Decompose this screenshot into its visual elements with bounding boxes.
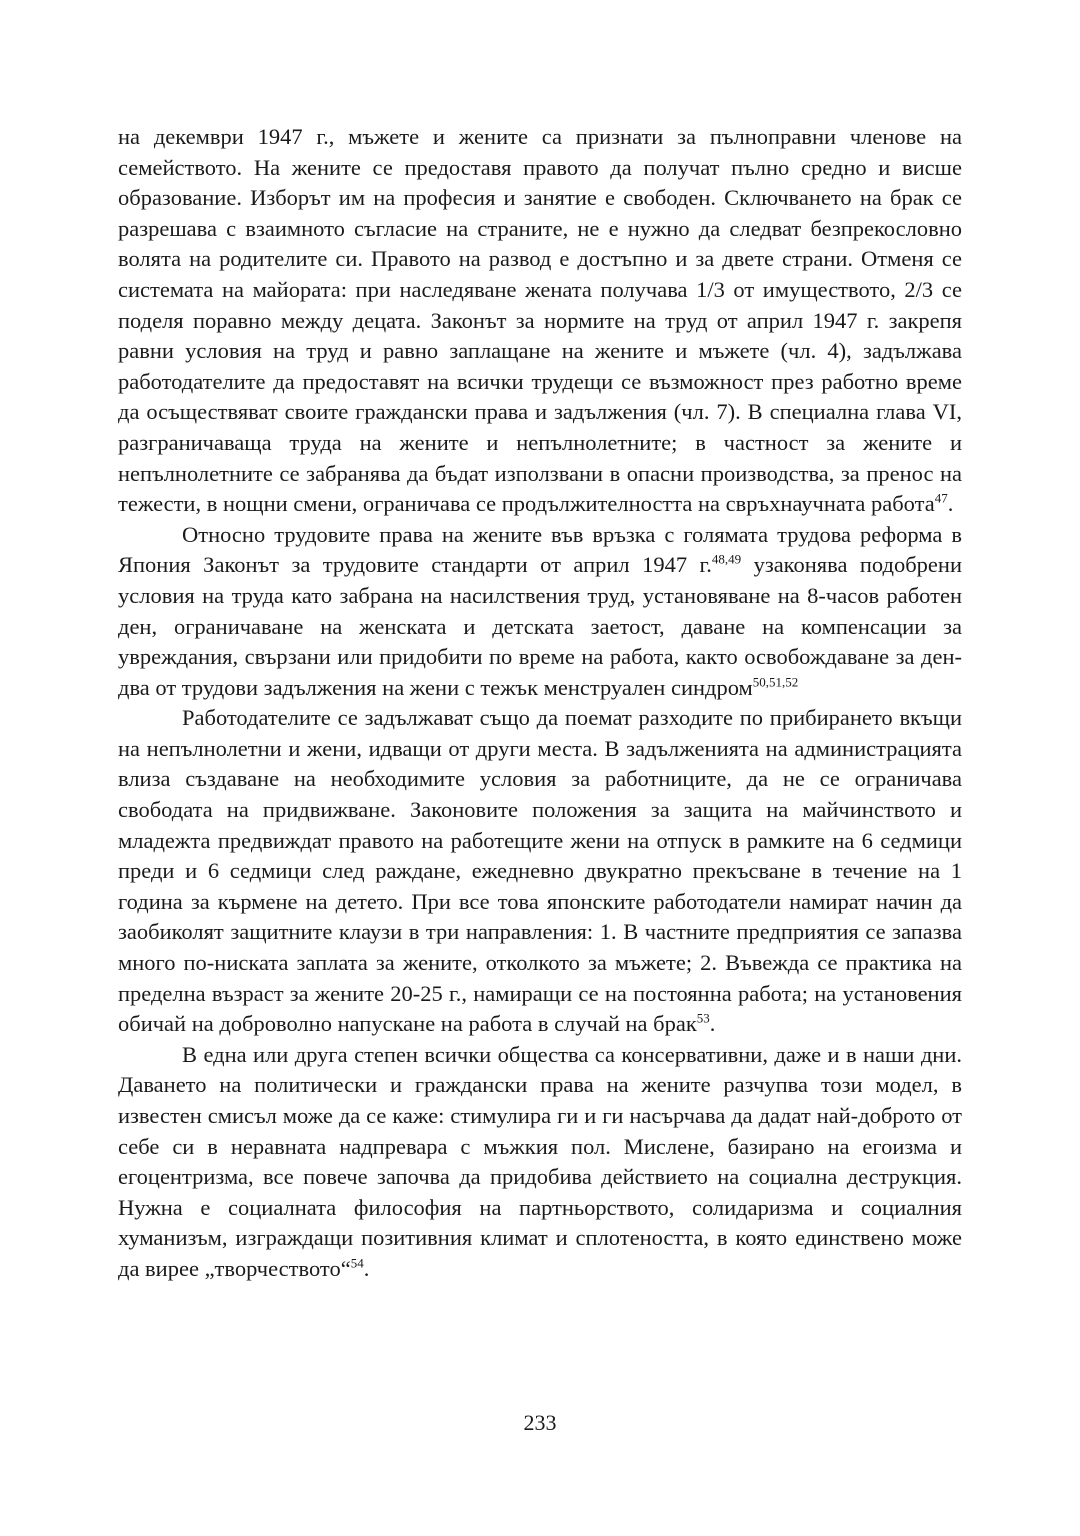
paragraph-3-end: . (709, 1011, 716, 1037)
paragraph-4-text: В една или друга степен всички общества са консервативни, даже и в наши дни. Даването на политически и граждански права на жените разчупва този модел, в известен смисъл може да се каже: стимулира ги и ги насърчава да дадат най-доброто от себе си в неравната надпревара с мъжкия пол. Мислене, базирано на егоизма и егоцентризма, все повече започва да придобива действието на социална деструкция. Нужна е социалната философия на партньорството, солидаризма и социалния хуманизъм, изграждащи позитивния климат и сплотеността, в която единствено може да вирее „творчеството“ (118, 1041, 962, 1281)
paragraph-1-text: на декември 1947 г., мъжете и жените са признати за пълноправни членове на семейството. На жените се предоставя правото да получат пълно средно и висше образование. Изборът им на професия и занятие е свободен. Сключването на брак се разрешава с взаимното съгласие на страните, не е нужно да следват безпрекословно волята на родителите си. Правото на развод е достъпно и за двете страни. Отменя се системата на майората: при наследяване жената получава 1/3 от имуществото, 2/3 се поделя поравно между децата. Законът за нормите на труд от април 1947 г. закрепя равни условия на труд и равно заплащане на жените и мъжете (чл. 4), задължава работодателите да предоставят на всички трудещи се възможност през работно време да осъществяват своите граждански права и задължения (чл. 7). В специална глава VI, разграничаваща труда на жените и непълнолетните; в частност за жените и непълнолетните се забранява да бъдат използвани в опасни производства, за пренос на тежести, в нощни смени, ограничава се продължителността на свръхнаучната работа (118, 124, 962, 517)
paragraph-2 (118, 520, 962, 704)
paragraph-1-end: . (947, 491, 954, 517)
footnote-ref-47: 47 (934, 490, 948, 506)
paragraph-4-end: . (363, 1255, 370, 1281)
footnote-ref-48-49: 48,49 (711, 551, 742, 567)
paragraph-1 (118, 122, 962, 520)
page-number: 233 (523, 1410, 557, 1435)
paragraph-3-text: Работодателите се задължават също да поемат разходите по прибирането вкъщи на непълнолетни и жени, идващи от други места. В задълженията на администрацията влиза създаване на необходимите условия за работниците, да не се ограничава свободата на придвижване. Законовите положения за защита на майчинството и младежта предвиждат правото на работещите жени на отпуск в рамките на 6 седмици преди и 6 седмици след раждане, ежедневно двукратно прекъсване в течение на 1 година за кърмене на детето. При все това японските работодатели намират начин да заобиколят защитните клаузи в три направления: 1. В частните предприятия се запазва много по-ниската заплата за жените, отколкото за мъжете; 2. Въвежда се практика на пределна възраст за жените 20-25 г., намиращи се на постоянна работа; на установения обичай на доброволно напускане на работа в случай на брак (118, 705, 962, 1037)
document-page (118, 122, 962, 1285)
paragraph-2-text: Относно трудовите права на жените във връзка с голямата трудова реформа в Япония Законът за трудовите стандарти от април 1947 г. (118, 521, 962, 578)
paragraph-3 (118, 703, 962, 1040)
paragraph-4 (118, 1040, 962, 1285)
paragraph-2-continuation: узаконява подобрени условия на труда като забрана на насилствения труд, установяване на 8-часов работен ден, ограничаване на женската и детската заетост, даване на компенсации за увреждания, свързани или придобити по време на работа, както освобождаване за ден-два от трудови задължения на жени с тежък менструален синдром (118, 552, 962, 700)
footnote-ref-53: 53 (696, 1010, 710, 1026)
footnote-ref-50-52: 50,51,52 (752, 674, 799, 690)
footnote-ref-54: 54 (350, 1255, 364, 1271)
